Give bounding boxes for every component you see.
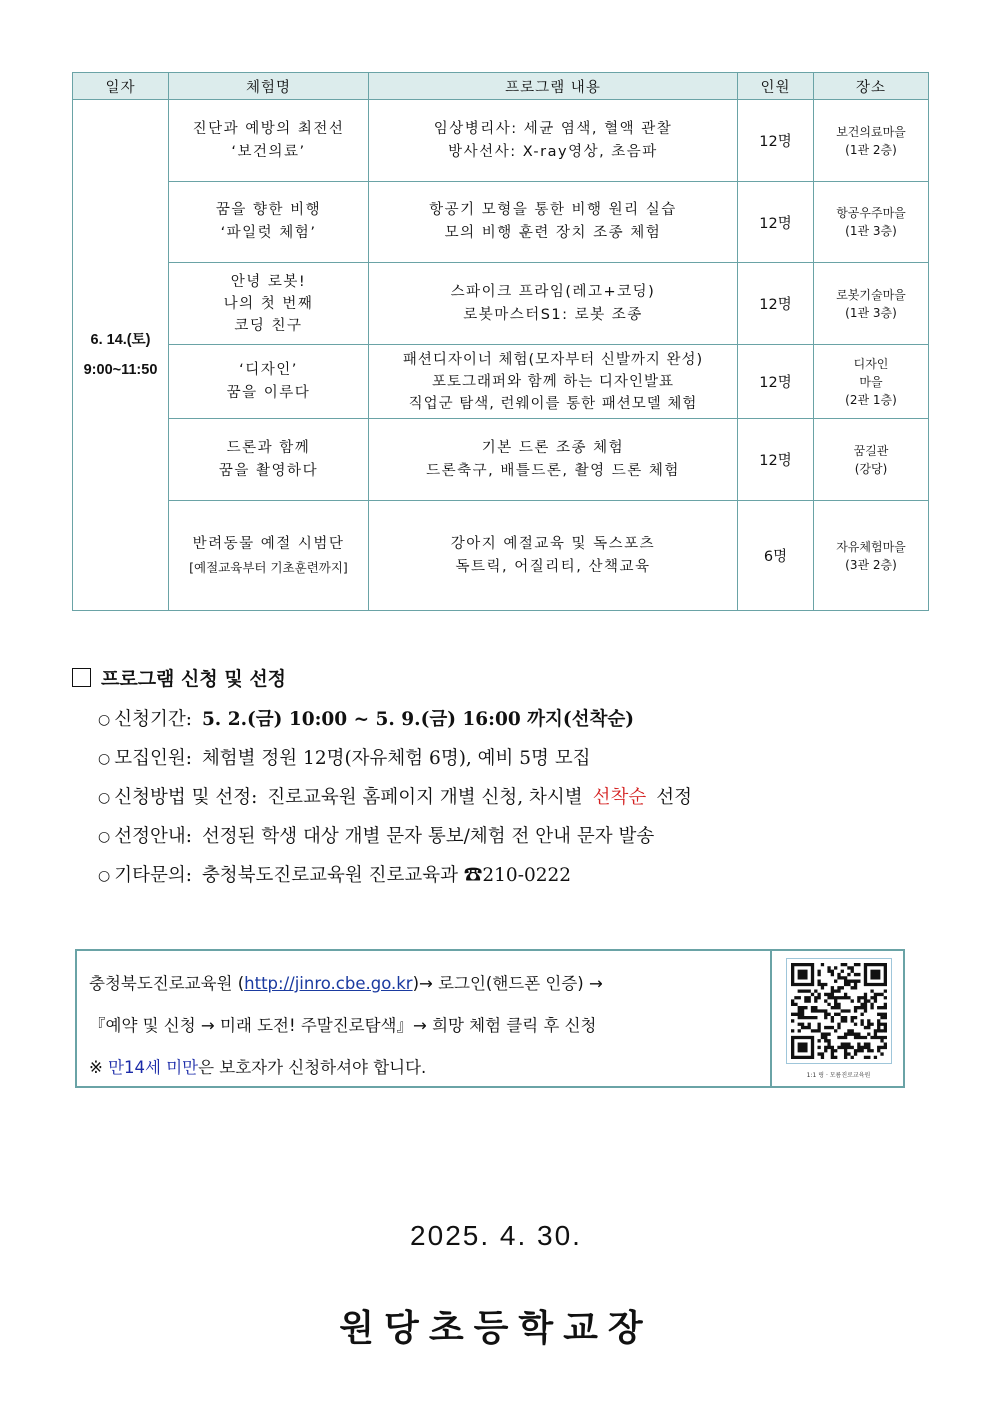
info-label: 기타문의: [114, 864, 192, 886]
schedule-table [72, 72, 929, 611]
place-line: (강당) [854, 461, 888, 476]
program-content-line: 방사선사: X-ray영상, 초음파 [448, 143, 658, 160]
info-item-recruit [98, 739, 692, 778]
program-name-line: ‘파일럿 체험’ [220, 225, 317, 241]
table-row [73, 501, 929, 611]
info-highlight: 선착순 [592, 786, 647, 808]
program-name-cell [169, 501, 369, 611]
program-name-line: ‘보건의료’ [231, 143, 306, 160]
program-content-line: 강아지 예절교육 및 독스포츠 [450, 535, 656, 552]
program-name-line: 반려동물 예절 시범단 [192, 535, 345, 552]
info-item-contact [98, 856, 692, 895]
table-row [73, 345, 929, 419]
count-cell: 12명 [738, 182, 814, 263]
program-content-cell [369, 345, 738, 419]
program-name-line: 꿈을 향한 비행 [215, 202, 322, 218]
place-line: 디자인 [853, 356, 889, 371]
notice-box [75, 949, 905, 1088]
program-name-cell [169, 419, 369, 501]
table-row [73, 100, 929, 182]
info-label: 신청방법 및 선정: [114, 786, 258, 808]
table-header-row [73, 73, 929, 100]
count-cell: 12명 [738, 100, 814, 182]
place-cell [814, 100, 929, 182]
info-item-method [98, 778, 692, 817]
program-name-note: [예절교육부터 기초훈련까지] [189, 559, 348, 575]
table-row [73, 182, 929, 263]
place-line: (3관 2층) [845, 557, 897, 572]
document-date: 2025. 4. 30. [410, 1220, 582, 1251]
program-name-line: 꿈을 촬영하다 [218, 462, 319, 479]
count-cell: 6명 [738, 501, 814, 611]
signature: 원당초등학교장 [339, 1308, 653, 1349]
info-value: 충청북도진로교육원 진로교육과 ☎210-0222 [201, 864, 572, 886]
table-row [73, 263, 929, 345]
place-line: 자유체험마을 [836, 539, 906, 554]
header-date: 일자 [73, 73, 169, 100]
place-line: (1관 3층) [845, 224, 897, 238]
program-content-cell [369, 419, 738, 501]
program-content-cell [369, 100, 738, 182]
program-content-cell [369, 182, 738, 263]
program-name-line: 진단과 예방의 최전선 [192, 120, 345, 137]
program-content-cell [369, 263, 738, 345]
date-day: 6. 14.(토) [90, 332, 151, 348]
program-content-cell [369, 501, 738, 611]
qr-caption: 1:1 링 · 모름진로교육원 [806, 1072, 871, 1079]
qr-panel [770, 951, 905, 1086]
section-title-text: 프로그램 신청 및 선정 [101, 668, 287, 690]
program-name-line: 드론과 함께 [226, 439, 311, 456]
notice-line-3-post: 은 보호자가 신청하셔야 합니다. [198, 1058, 427, 1077]
notice-line-3 [89, 1047, 603, 1089]
date-time: 9:00~11:50 [83, 362, 158, 378]
info-label: 선정안내: [114, 825, 192, 847]
info-item-period [98, 700, 692, 739]
table-row [73, 419, 929, 501]
header-count: 인원 [738, 73, 814, 100]
notice-highlight: 만14세 미만 [108, 1058, 199, 1077]
place-line: (1관 3층) [845, 305, 897, 320]
info-label: 신청기간: [114, 708, 192, 730]
website-link[interactable]: http://jinro.cbe.go.kr [244, 974, 413, 993]
place-cell [814, 501, 929, 611]
program-name-cell [169, 345, 369, 419]
circle-bullet-icon: ○ [98, 789, 111, 806]
circle-bullet-icon: ○ [98, 750, 111, 767]
program-content-line: 패션디자이너 체험(모자부터 신발까지 완성) [402, 351, 704, 368]
program-name-cell [169, 100, 369, 182]
info-label: 모집인원: [114, 747, 192, 769]
program-name-line: ‘디자인’ [239, 361, 298, 378]
program-content-line: 스파이크 프라임(레고+코딩) [450, 283, 656, 300]
info-value: 5. 2.(금) 10:00 ~ 5. 9.(금) 16:00 까지(선착순) [201, 708, 635, 730]
program-content-line: 직업군 탐색, 런웨이를 통한 패션모델 체험 [408, 395, 698, 412]
program-content-line: 항공기 모형을 통한 비행 원리 실습 [429, 202, 677, 218]
info-value: 선정된 학생 대상 개별 문자 통보/체험 전 안내 문자 발송 [201, 825, 655, 847]
place-line: 로봇기술마을 [836, 287, 906, 302]
info-item-guide [98, 817, 692, 856]
qr-code-icon[interactable] [791, 963, 887, 1059]
reference-mark: ※ [89, 1058, 103, 1077]
place-line: 항공우주마을 [836, 206, 906, 220]
program-name-cell [169, 182, 369, 263]
header-place: 장소 [814, 73, 929, 100]
place-cell [814, 345, 929, 419]
circle-bullet-icon: ○ [98, 867, 111, 884]
notice-text [89, 963, 603, 1089]
count-cell: 12명 [738, 263, 814, 345]
qr-code-frame [786, 958, 892, 1064]
program-content-line: 임상병리사: 세균 염색, 혈액 관찰 [433, 120, 673, 137]
program-content-line: 로봇마스터S1: 로봇 조종 [463, 306, 643, 323]
info-value: 체험별 정원 12명(자유체험 6명), 예비 5명 모집 [201, 747, 591, 769]
program-name-line: 안녕 로봇! [230, 273, 307, 290]
program-content-line: 포토그래퍼와 함께 하는 디자인발표 [432, 373, 674, 390]
place-line: 보건의료마을 [836, 124, 906, 139]
header-program-content: 프로그램 내용 [369, 73, 738, 100]
place-line: (1관 2층) [845, 142, 897, 157]
notice-line-1 [89, 963, 603, 1005]
notice-line-1-pre: 충청북도진로교육원 ( [89, 974, 245, 993]
place-cell [814, 263, 929, 345]
place-line: 마을 [859, 374, 883, 389]
program-content-line: 독트릭, 어질리티, 산책교육 [455, 558, 651, 575]
place-cell [814, 182, 929, 263]
program-name-line: 코딩 친구 [234, 317, 303, 334]
program-content-line: 기본 드론 조종 체험 [481, 439, 625, 456]
info-list [98, 700, 692, 895]
program-name-line: 나의 첫 번째 [223, 295, 314, 312]
place-line: (2관 1층) [845, 392, 897, 407]
date-cell [73, 100, 169, 611]
place-line: 꿈길관 [853, 443, 889, 458]
checkbox-square-icon [72, 668, 91, 687]
program-name-line: 꿈을 이루다 [226, 384, 311, 401]
info-value-tail: 선정 [656, 786, 693, 808]
notice-line-1-post: )→ 로그인(핸드폰 인증) → [412, 974, 603, 993]
count-cell: 12명 [738, 419, 814, 501]
header-program-name: 체험명 [169, 73, 369, 100]
program-content-line: 모의 비행 훈련 장치 조종 체험 [444, 225, 662, 241]
program-content-line: 드론축구, 배틀드론, 촬영 드론 체험 [426, 462, 680, 479]
program-name-cell [169, 263, 369, 345]
circle-bullet-icon: ○ [98, 828, 111, 845]
section-title [72, 664, 286, 691]
circle-bullet-icon: ○ [98, 711, 111, 728]
notice-line-2: 『예약 및 신청 → 미래 도전! 주말진로탐색』→ 희망 체험 클릭 후 신청 [89, 1016, 597, 1035]
count-cell: 12명 [738, 345, 814, 419]
place-cell [814, 419, 929, 501]
info-value: 진로교육원 홈페이지 개별 신청, 차시별 [267, 786, 583, 808]
